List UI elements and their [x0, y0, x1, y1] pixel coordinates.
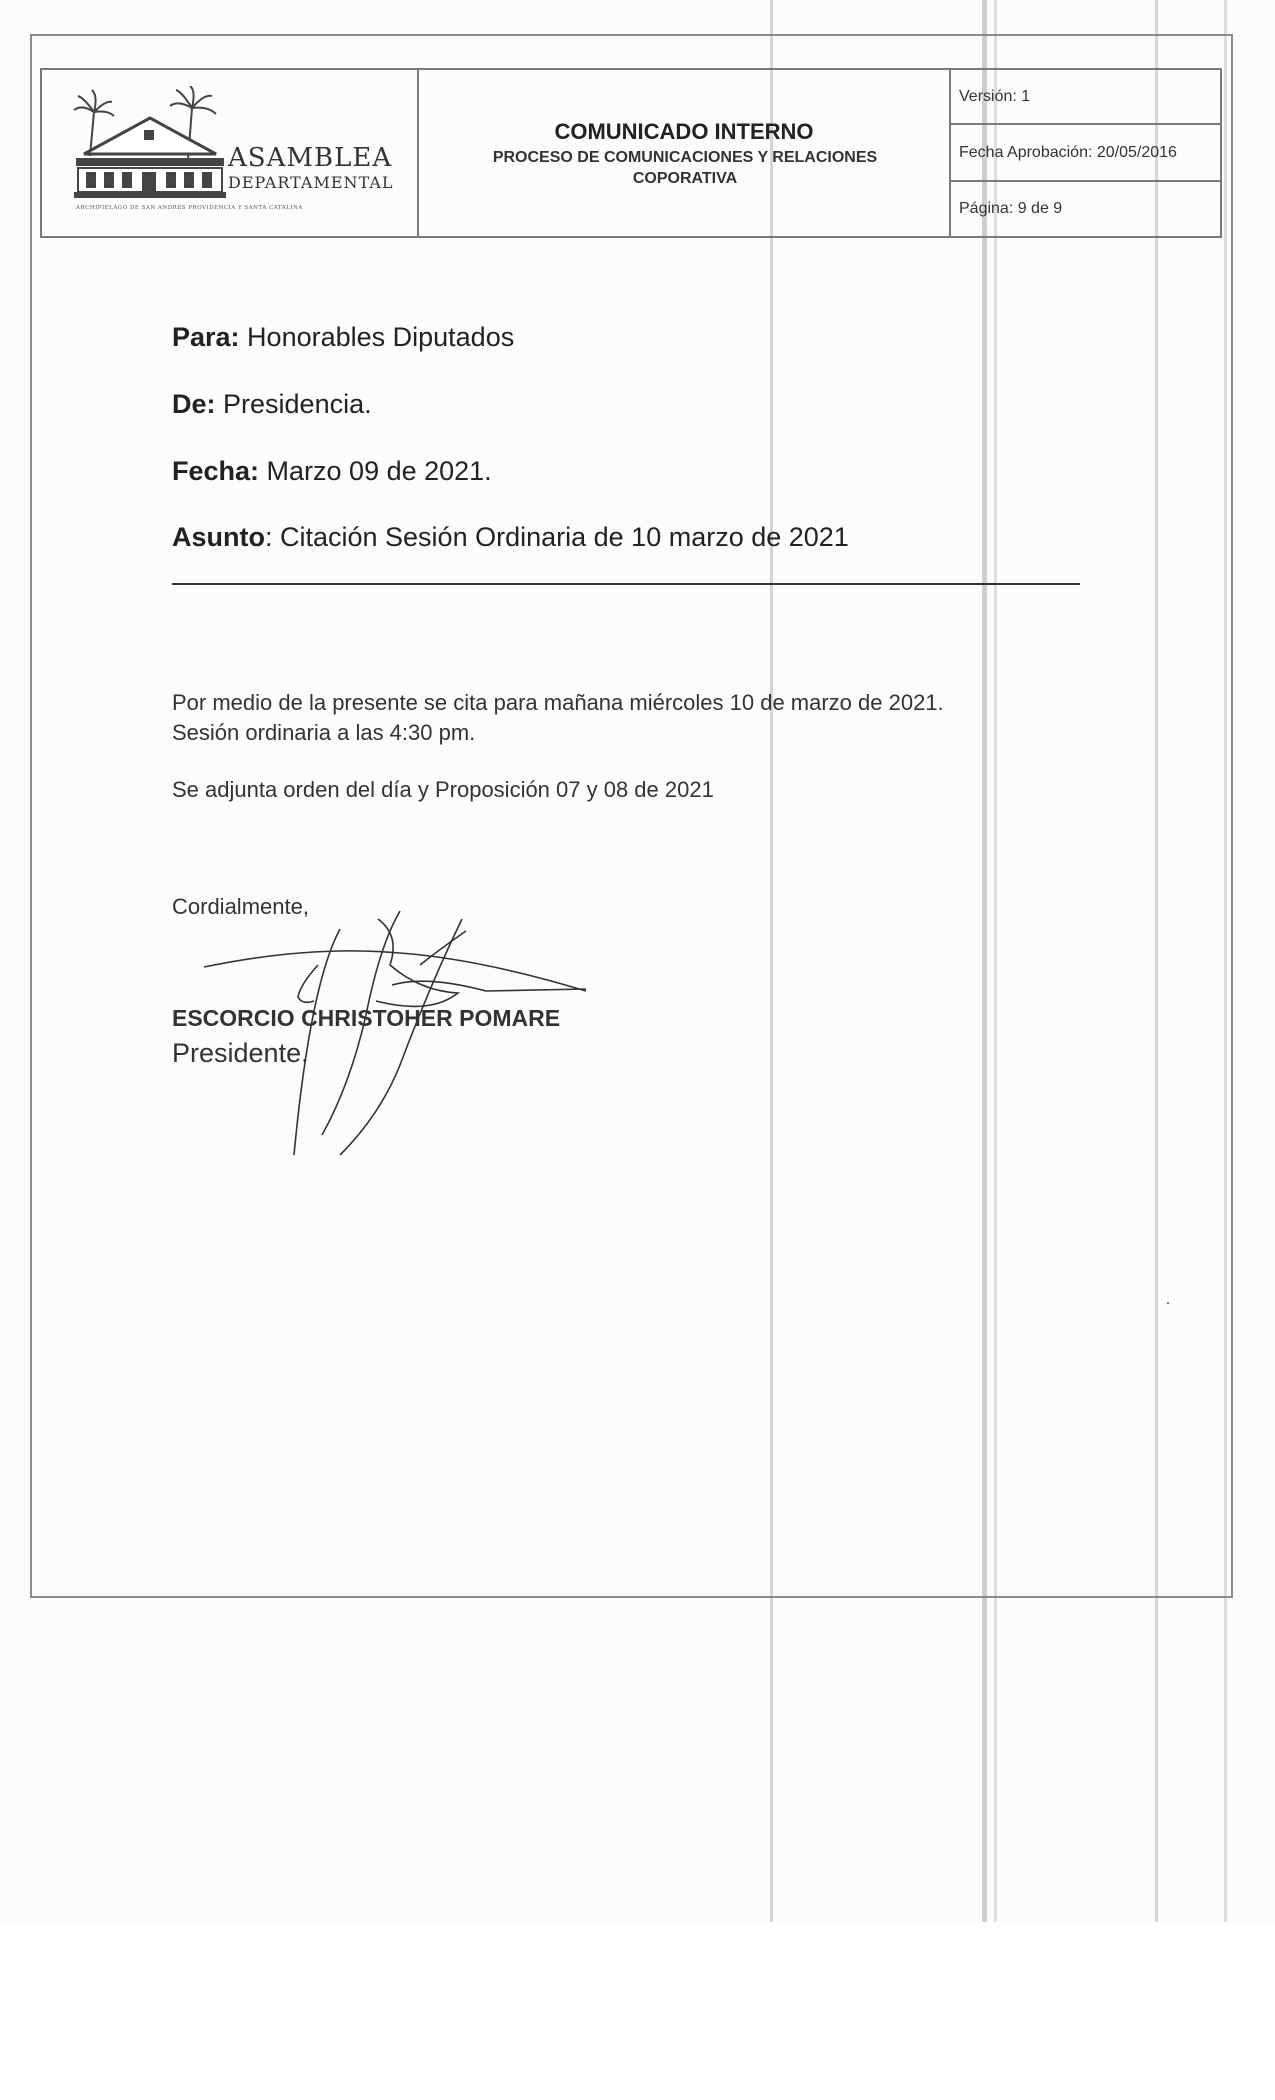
memo-to-value: Honorables Diputados: [239, 322, 515, 352]
memo-date-value: Marzo 09 de 2021.: [259, 456, 492, 486]
memo-subject-label: Asunto: [172, 522, 265, 552]
logo-name-line1: ASAMBLEA: [228, 143, 393, 173]
closing: Cordialmente,: [172, 894, 309, 919]
header-divider: [172, 583, 1080, 585]
memo-date-label: Fecha:: [172, 456, 260, 486]
memo-to-label: Para:: [172, 322, 240, 352]
approval-date-cell: Fecha Aprobación: 20/05/2016: [951, 125, 1222, 182]
document-title: COMUNICADO INTERNO: [554, 119, 814, 144]
signatory-role: Presidente.: [172, 1038, 309, 1068]
memo-date: [172, 456, 492, 487]
logo-tagline: ARCHIPIELAGO DE SAN ANDRES PROVIDENCIA Y SANTA CATALINA: [76, 205, 303, 211]
signatory-name: ESCORCIO CHRISTOHER POMARE: [172, 1005, 561, 1031]
memo-from-label: De:: [172, 389, 216, 419]
logo-name-line2: DEPARTAMENTAL: [228, 173, 394, 192]
memo-subject-value: : Citación Sesión Ordinaria de 10 marzo de 2021: [264, 522, 849, 552]
page-number-cell: Página: 9 de 9: [959, 200, 1063, 217]
memo-to: [172, 322, 514, 353]
scan-speck: [1167, 1302, 1169, 1304]
body-paragraph-2: Se adjunta orden del día y Proposición 07 y 08 de 2021: [172, 777, 714, 802]
page-frame: [30, 34, 1233, 1598]
body-line-2: Sesión ordinaria a las 4:30 pm.: [172, 720, 476, 745]
memo-subject: [172, 522, 849, 553]
body-line-1: Por medio de la presente se cita para mañana miércoles 10 de marzo de 2021.: [172, 690, 944, 715]
title-cell: [419, 70, 951, 236]
document-subtitle: PROCESO DE COMUNICACIONES Y RELACIONES COPORATIVA: [492, 149, 878, 187]
memo-from: [172, 389, 372, 420]
version-cell: Versión: 1: [951, 70, 1222, 125]
assembly-house-logo-icon: [70, 86, 230, 206]
logo-cell: [42, 70, 419, 236]
handwritten-signature-icon: [190, 905, 610, 1165]
body-paragraph-1: [172, 688, 944, 748]
memo-from-value: Presidencia.: [215, 389, 372, 419]
document-header: [40, 68, 1222, 238]
